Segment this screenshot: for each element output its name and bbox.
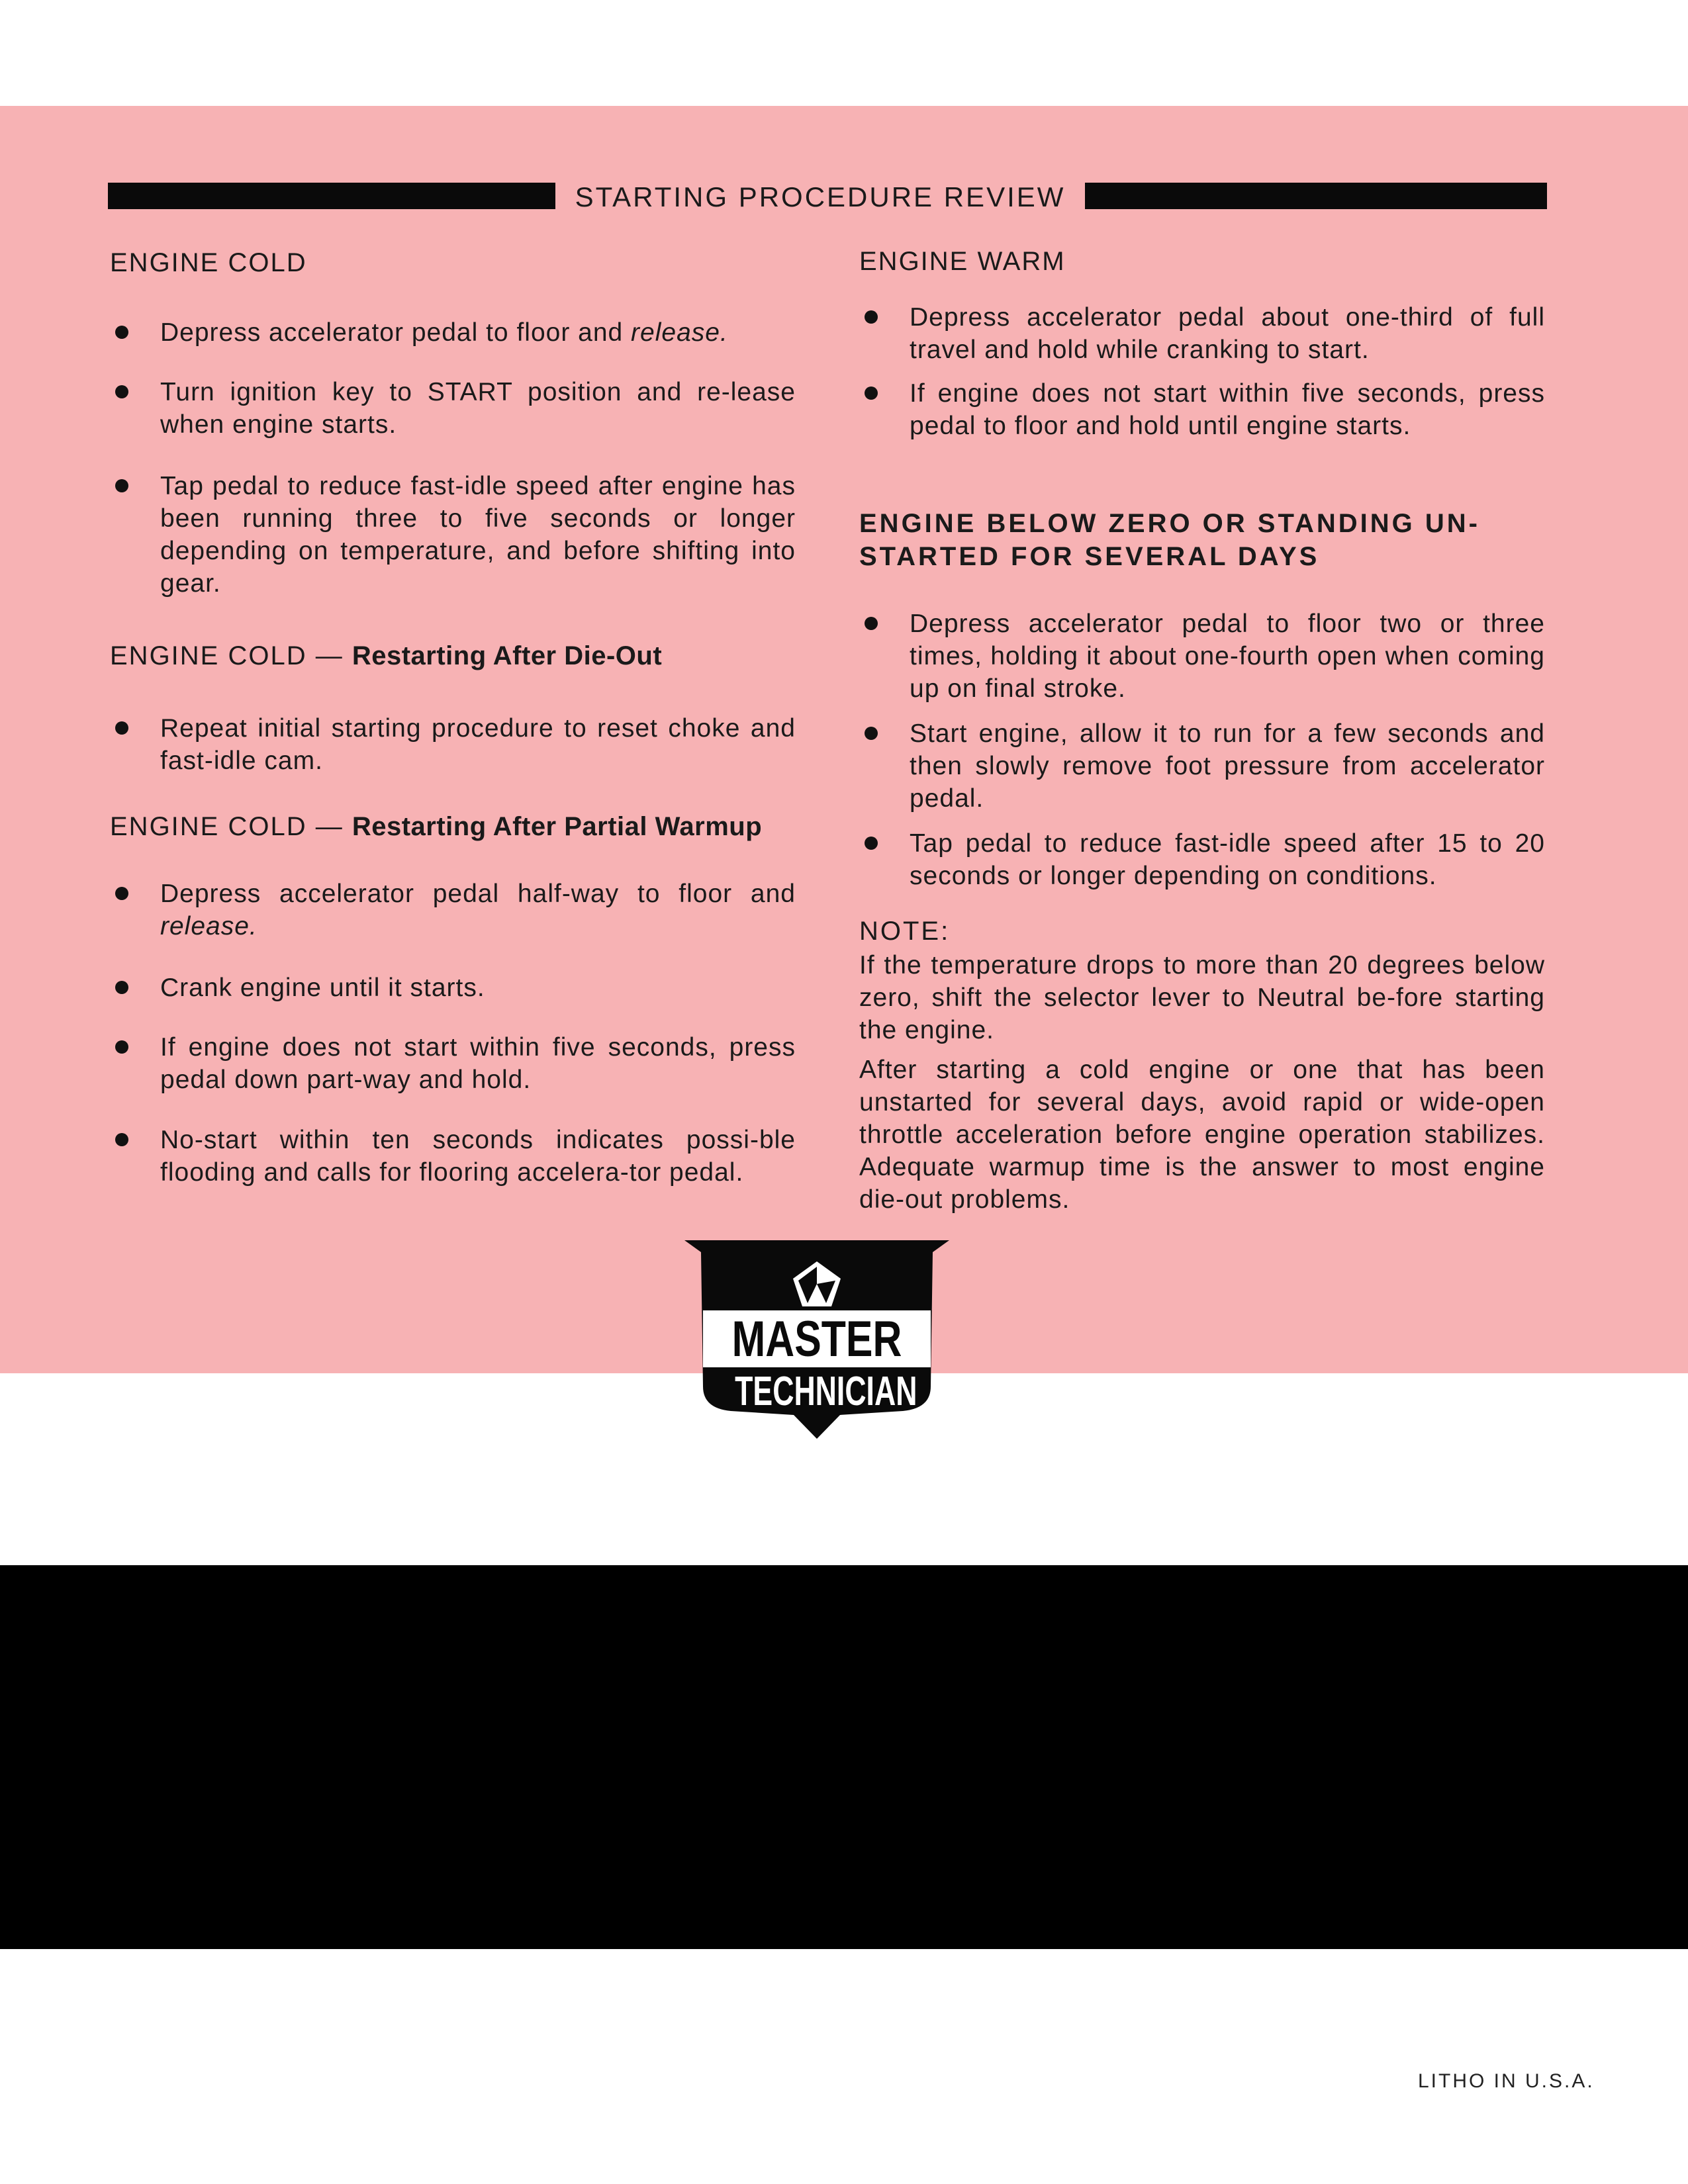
bullet-icon — [865, 387, 878, 400]
heading-bar-right — [1085, 183, 1547, 209]
bullet-icon — [865, 727, 878, 740]
bullet-icon — [115, 981, 128, 994]
page-title: STARTING PROCEDURE REVIEW — [575, 181, 1066, 212]
bullet-text: Repeat initial starting procedure to reset choke and fast-idle cam. — [160, 714, 796, 775]
bullet-text: Depress accelerator pedal half-way to floor and release. — [160, 880, 796, 940]
bullet-icon — [115, 1040, 128, 1054]
bullet-icon — [115, 721, 128, 735]
below-zero-heading: ENGINE BELOW ZERO OR STANDING UN-STARTED FOR SEVERAL DAYS — [859, 509, 1480, 571]
bullet-text: If engine does not start within five seconds, press pedal to floor and hold until engine starts. — [910, 379, 1545, 440]
bullet-icon — [865, 837, 878, 850]
bullet-text: Tap pedal to reduce fast-idle speed after 15 to 20 seconds or longer depending on conditions. — [910, 829, 1545, 890]
bullet-icon — [865, 310, 878, 324]
engine-warm-heading: ENGINE WARM — [859, 247, 1066, 276]
heading-bar-left — [108, 183, 555, 209]
black-band — [0, 1565, 1688, 1949]
bullet-icon — [115, 326, 128, 339]
logo-technician-text: TECHNICIAN — [735, 1369, 917, 1414]
section-heading — [108, 177, 1547, 218]
engine-cold-heading: ENGINE COLD — [110, 248, 307, 277]
logo-master-text: MASTER — [731, 1311, 902, 1367]
bullet-text: Depress accelerator pedal to floor two or three times, holding it about one-fourth open when coming up on final stroke. — [910, 610, 1545, 703]
bullet-text: Crank engine until it starts. — [160, 974, 485, 1002]
master-technician-logo — [684, 1238, 949, 1449]
bullet-icon — [115, 385, 128, 398]
bullet-text: If engine does not start within five seconds, press pedal down part-way and hold. — [160, 1033, 796, 1094]
bullet-icon — [865, 617, 878, 630]
footer-litho: LITHO IN U.S.A. — [1418, 2070, 1595, 2092]
bullet-text: Start engine, allow it to run for a few seconds and then slowly remove foot pressure from accelerator pedal. — [910, 719, 1545, 813]
bullet-text: Depress accelerator pedal about one-third of full travel and hold while cranking to start. — [910, 303, 1545, 364]
bullet-icon — [115, 479, 128, 492]
bullet-text: Tap pedal to reduce fast-idle speed after engine has been running three to five seconds or longer depending on temperature, and before shifting into gear. — [160, 472, 796, 598]
partial-warmup-heading: ENGINE COLD — Restarting After Partial Warmup — [110, 812, 763, 841]
note-paragraph-1: If the temperature drops to more than 20 degrees below zero, shift the selector lever to Neutral be-fore starting the engine. — [859, 951, 1545, 1044]
note-heading: NOTE: — [859, 917, 951, 946]
die-out-heading: ENGINE COLD — Restarting After Die-Out — [110, 641, 663, 670]
bullet-text: No-start within ten seconds indicates possi-ble flooding and calls for flooring accelera-tor pedal. — [160, 1126, 796, 1187]
bullet-text: Turn ignition key to START position and re-lease when engine starts. — [160, 378, 796, 439]
bullet-icon — [115, 887, 128, 900]
note-paragraph-2: After starting a cold engine or one that has been unstarted for several days, avoid rapid or wide-open throttle acceleration before engine operation stabilizes. Adequate warmup time is the answer to most engine die-out problems. — [859, 1056, 1545, 1214]
bullet-text: Depress accelerator pedal to floor and release. — [160, 318, 728, 347]
bullet-icon — [115, 1133, 128, 1146]
